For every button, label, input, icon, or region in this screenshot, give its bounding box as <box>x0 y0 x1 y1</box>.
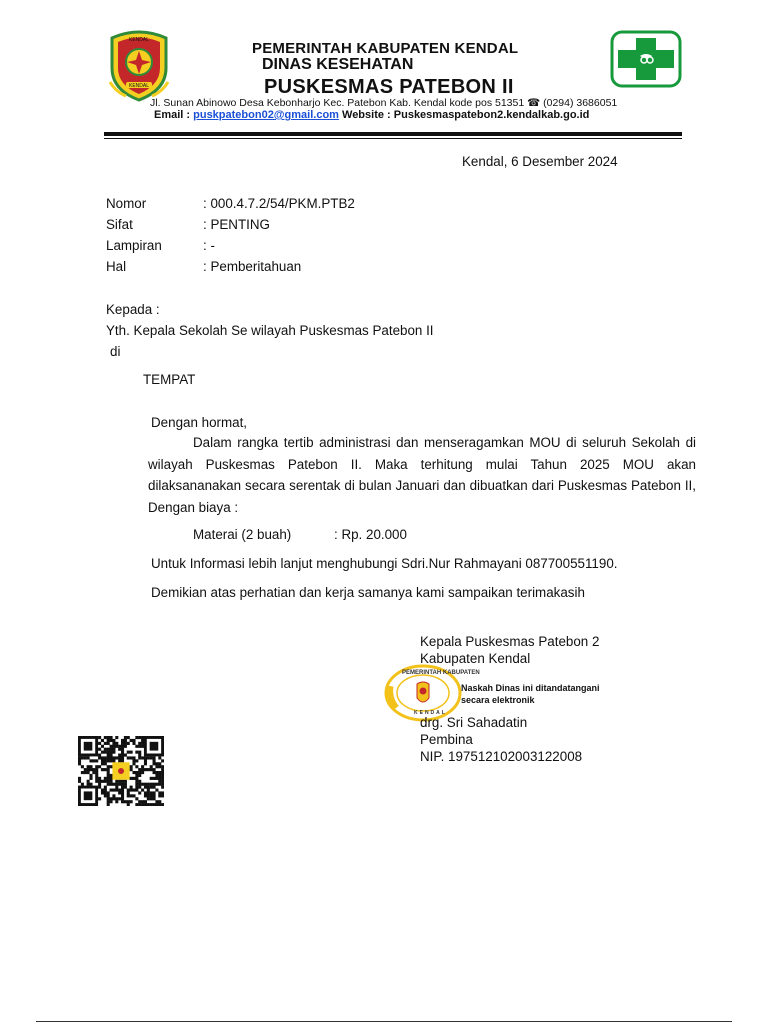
signer-region: Kabupaten Kendal <box>420 651 531 666</box>
esign-notice <box>461 682 600 706</box>
seal-text-top: PEMERINTAH KABUPATEN <box>402 670 480 676</box>
health-cross-logo-icon <box>610 30 682 88</box>
closing-line: Demikian atas perhatian dan kerja samanya kami sampaikan terimakasih <box>151 585 585 600</box>
place-date: Kendal, 6 Desember 2024 <box>462 154 618 169</box>
letterhead-divider-thin <box>104 138 682 139</box>
website-label: Website : <box>338 109 394 121</box>
logo-bottom-text: KENDAL <box>128 83 150 89</box>
meta-label: Nomor <box>106 196 147 211</box>
meta-value: : PENTING <box>203 217 270 232</box>
letterhead-contact <box>154 109 589 121</box>
meta-label: Lampiran <box>106 238 162 253</box>
email-link[interactable]: puskpatebon02@gmail.com <box>193 109 339 121</box>
meta-value: : - <box>203 238 215 253</box>
meta-value: : 000.4.7.2/54/PKM.PTB2 <box>203 196 355 211</box>
cost-value: : Rp. 20.000 <box>334 527 407 542</box>
letterhead-department: DINAS KESEHATAN <box>262 56 414 73</box>
qr-code-icon <box>78 736 164 806</box>
letterhead-divider-thick <box>104 132 682 136</box>
contact-info: Untuk Informasi lebih lanjut menghubungi Sdri.Nur Rahmayani 087700551190. <box>151 556 618 571</box>
official-seal-icon <box>384 664 480 722</box>
meta-row-lampiran <box>106 238 215 253</box>
website-value: Puskesmaspatebon2.kendalkab.go.id <box>393 109 590 121</box>
email-label: Email : <box>154 109 194 121</box>
body-paragraph-text: Dalam rangka tertib administrasi dan menseragamkan MOU di seluruh Sekolah di wilayah Puskesmas Patebon II. Maka terhitung mulai Tahun 2025 MOU akan dilaksananakan secara serentak di bulan Januari dan dibuatkan dari Puskesmas Patebon II, Dengan biaya : <box>148 435 696 515</box>
signer-title: Kepala Puskesmas Patebon 2 <box>420 634 600 649</box>
meta-label: Hal <box>106 259 127 274</box>
letterhead-institution: PUSKESMAS PATEBON II <box>264 76 514 98</box>
meta-label: Sifat <box>106 217 133 232</box>
recipient-place: TEMPAT <box>143 372 196 387</box>
cost-item: Materai (2 buah) <box>193 527 292 542</box>
meta-row-nomor <box>106 196 355 211</box>
signer-nip: NIP. 197512102003122008 <box>420 749 583 764</box>
recipient-line: Yth. Kepala Sekolah Se wilayah Puskesmas Patebon II <box>106 323 434 338</box>
signer-name: drg. Sri Sahadatin <box>420 715 528 730</box>
signer-rank: Pembina <box>420 732 473 747</box>
letterhead-government: PEMERINTAH KABUPATEN KENDAL <box>252 40 519 57</box>
body-paragraph <box>148 432 696 518</box>
greeting: Dengan hormat, <box>151 415 248 430</box>
meta-value: : Pemberitahuan <box>203 259 302 274</box>
esign-line-1: Naskah Dinas ini ditandatangani <box>461 683 600 693</box>
kendal-regency-logo-icon <box>106 24 172 102</box>
seal-text-bottom: KENDAL <box>414 710 447 716</box>
letterhead-address: Jl. Sunan Abinowo Desa Kebonharjo Kec. Patebon Kab. Kendal kode pos 51351 ☎ (0294) 3686051 <box>150 97 618 109</box>
esign-line-2: secara elektronik <box>461 695 535 705</box>
recipient-di: di <box>110 344 121 359</box>
letterhead <box>0 0 768 140</box>
meta-row-hal <box>106 259 301 274</box>
logo-top-text: KENDAL <box>128 37 150 43</box>
page-bottom-rule <box>36 1021 732 1022</box>
verification-qr-code[interactable] <box>78 736 164 806</box>
recipient-label: Kepada : <box>106 302 160 317</box>
meta-row-sifat <box>106 217 270 232</box>
